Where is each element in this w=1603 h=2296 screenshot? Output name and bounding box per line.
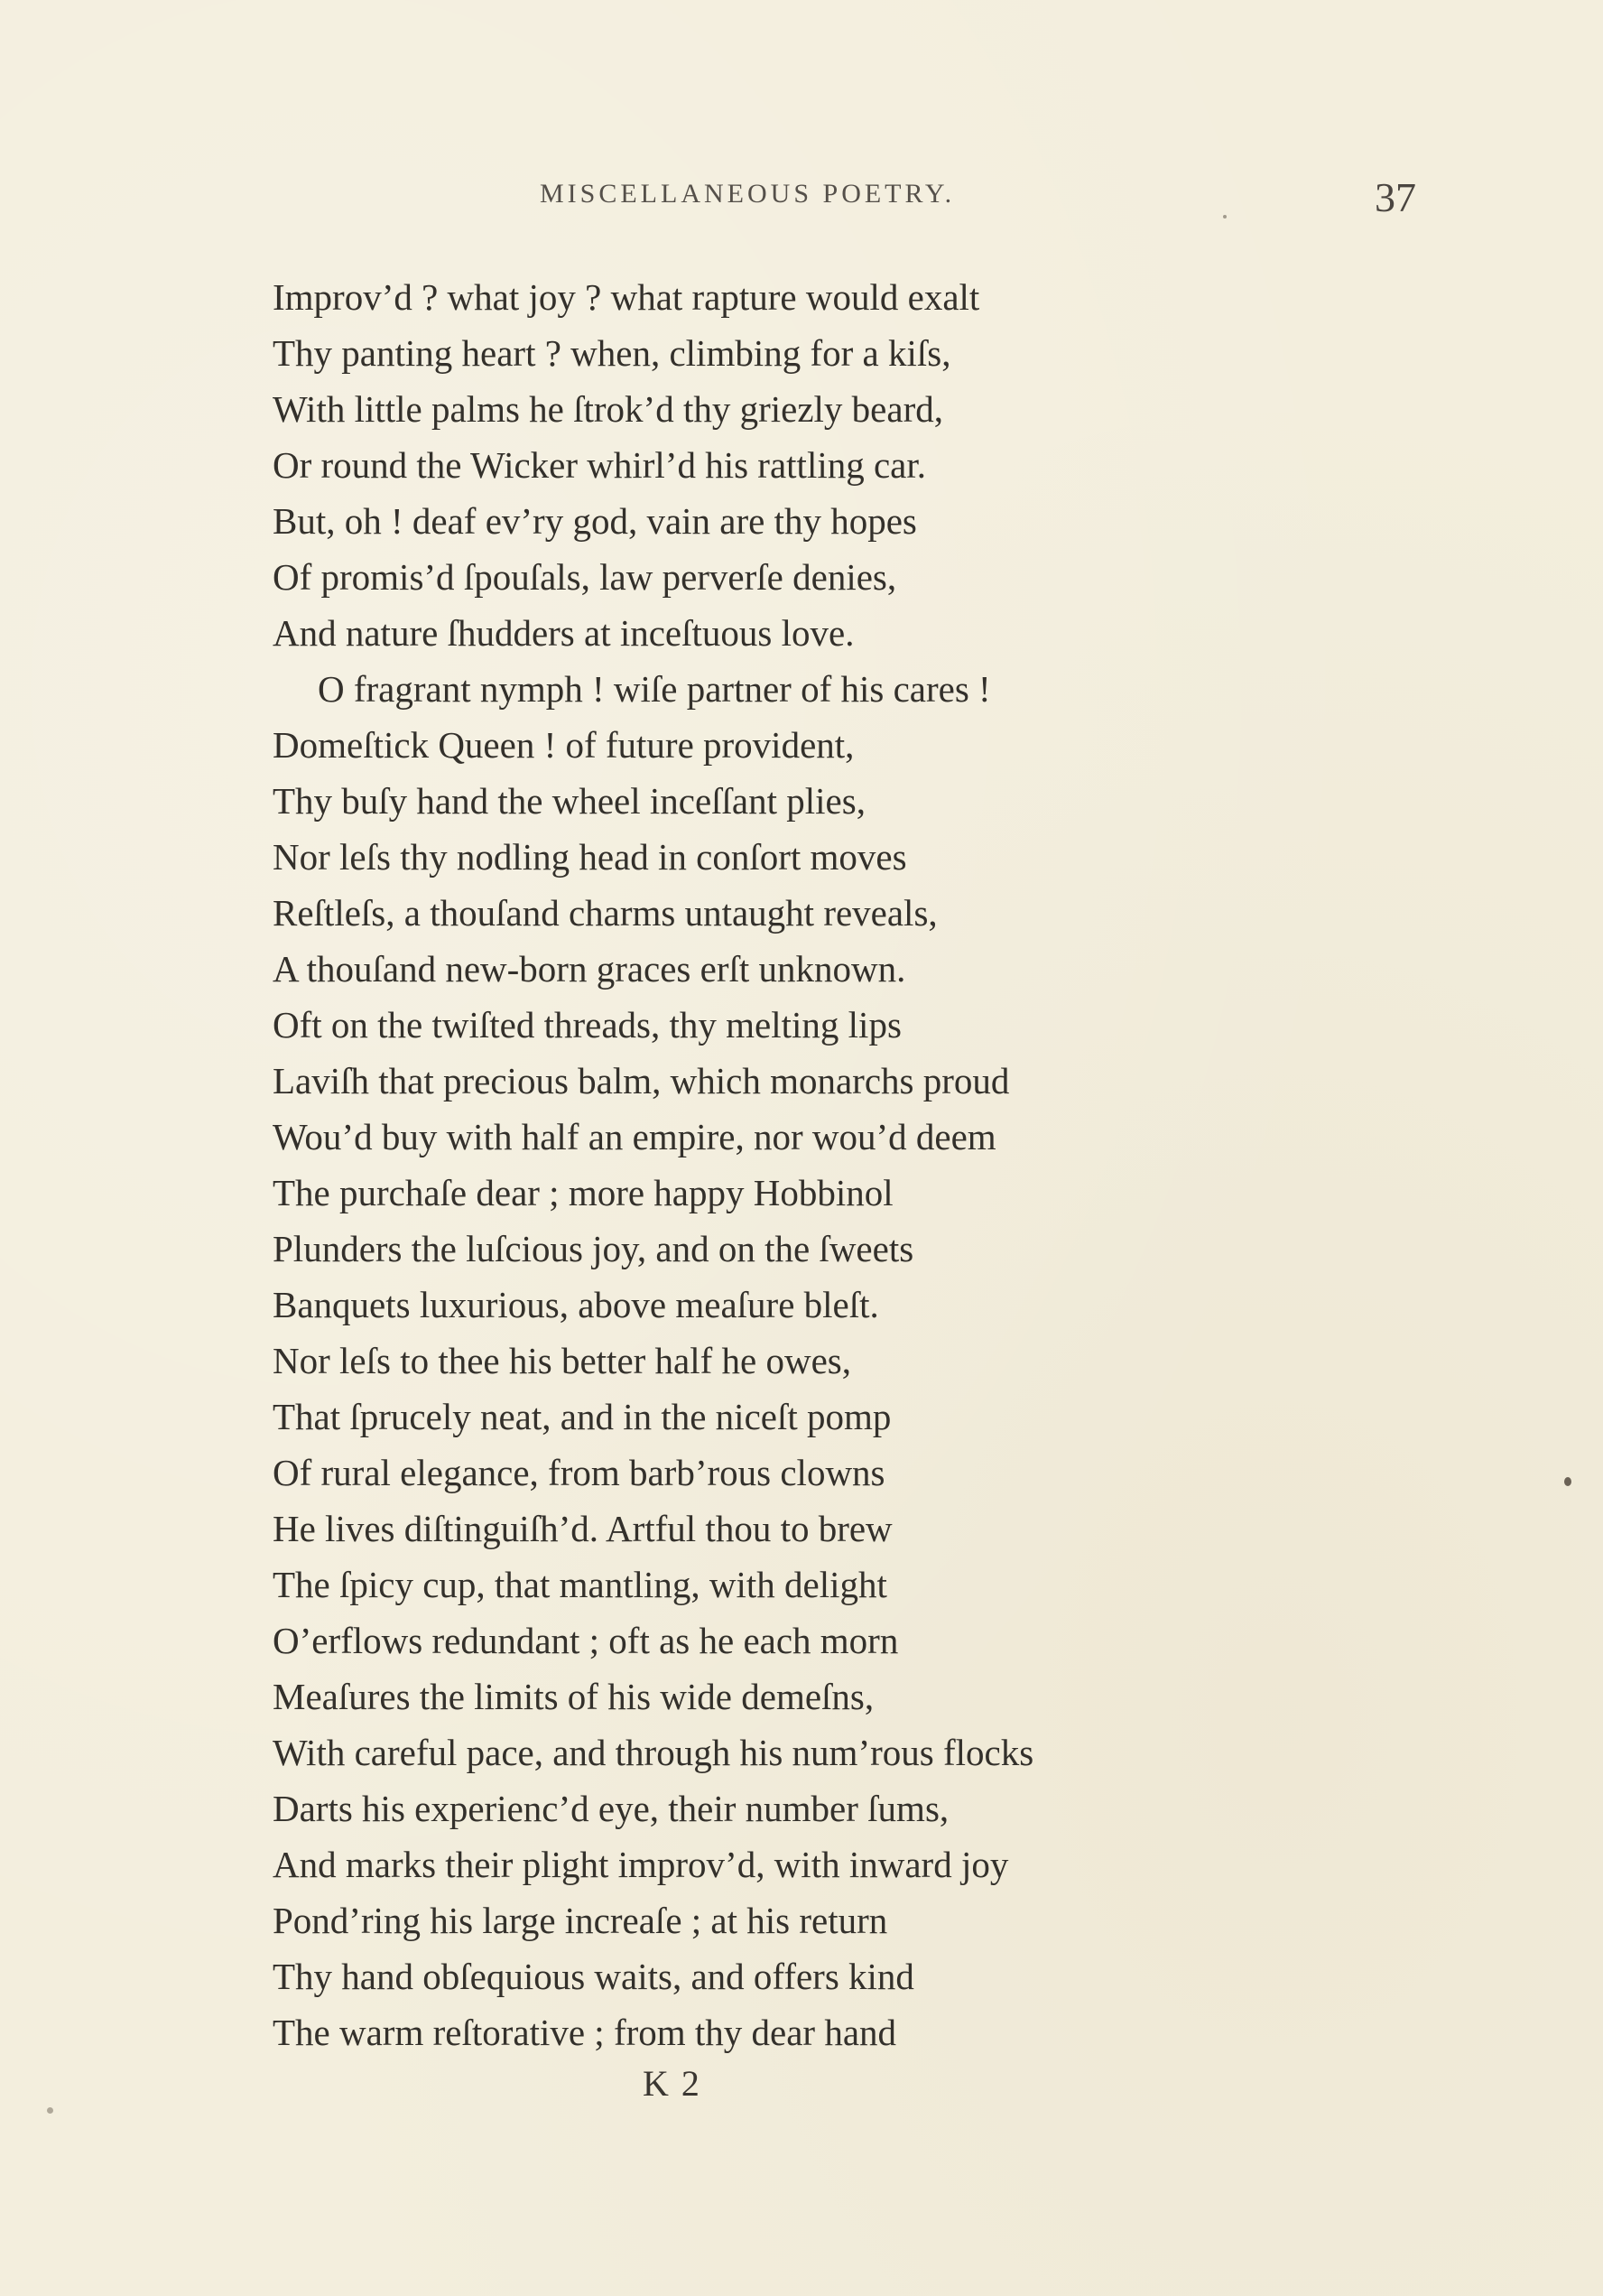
poem-line: A thouſand new-born graces erſt unknown. [273,948,906,990]
poem-line: Of rural elegance, from barb’rous clowns [273,1452,885,1493]
poem-line: Plunders the luſcious joy, and on the ſweets [273,1228,914,1269]
signature-mark: K 2 [643,2063,701,2104]
poem-line: The purchaſe dear ; more happy Hobbinol [273,1172,894,1213]
poem-line: Darts his experienc’d eye, their number ſums, [273,1788,950,1829]
poem-line: Improv’d ? what joy ? what rapture would exalt [273,276,980,318]
poem-line: Thy buſy hand the wheel inceſſant plies, [273,780,866,822]
page-number: 37 [1375,174,1416,220]
poem-line: Thy panting heart ? when, climbing for a kiſs, [273,332,951,374]
poem-line: And nature ſhudders at inceſtuous love. [273,612,855,654]
poem-line: Laviſh that precious balm, which monarchs proud [273,1060,1010,1102]
poem-line: Banquets luxurious, above meaſure bleſt. [273,1284,879,1325]
poem-line: O’erflows redundant ; oft as he each morn [273,1620,899,1661]
poem-line: Of promis’d ſpouſals, law perverſe denies, [273,556,897,598]
paper-speck [47,2107,53,2114]
poem-line: Reſtleſs, a thouſand charms untaught reveals, [273,892,938,934]
paper-speck [1223,215,1227,218]
poem-line: He lives diſtinguiſh’d. Artful thou to brew [273,1508,893,1549]
poem-line: Wou’d buy with half an empire, nor wou’d deem [273,1116,996,1157]
poem-line: But, oh ! deaf ev’ry god, vain are thy hopes [273,500,917,542]
poem-line: And marks their plight improv’d, with inward joy [273,1844,1009,1885]
poem-line: The warm reſtorative ; from thy dear hand [273,2012,897,2053]
poem-line: The ſpicy cup, that mantling, with delight [273,1564,887,1605]
poem-line: Or round the Wicker whirl’d his rattling car. [273,444,927,486]
running-title: MISCELLANEOUS POETRY. [540,179,956,209]
poem-line: Thy hand obſequious waits, and offers kind [273,1956,914,1997]
poem-line: Oft on the twiſted threads, thy melting lips [273,1004,902,1046]
poem-text [273,269,1265,2060]
poem-line: Nor leſs thy nodling head in conſort moves [273,836,907,878]
poem-line: O fragrant nymph ! wiſe partner of his cares ! [318,668,991,710]
page-header [0,174,1603,233]
paper-speck [1564,1477,1571,1486]
poem-line: Domeſtick Queen ! of future provident, [273,724,855,766]
poem-line: Nor leſs to thee his better half he owes, [273,1340,852,1381]
poem-line: Meaſures the limits of his wide demeſns, [273,1676,875,1717]
poem-line: With careful pace, and through his num’rous flocks [273,1732,1034,1773]
poem-line: That ſprucely neat, and in the niceſt pomp [273,1396,892,1437]
poem-line: With little palms he ſtrok’d thy griezly beard, [273,388,943,430]
poem-line: Pond’ring his large increaſe ; at his return [273,1900,888,1941]
